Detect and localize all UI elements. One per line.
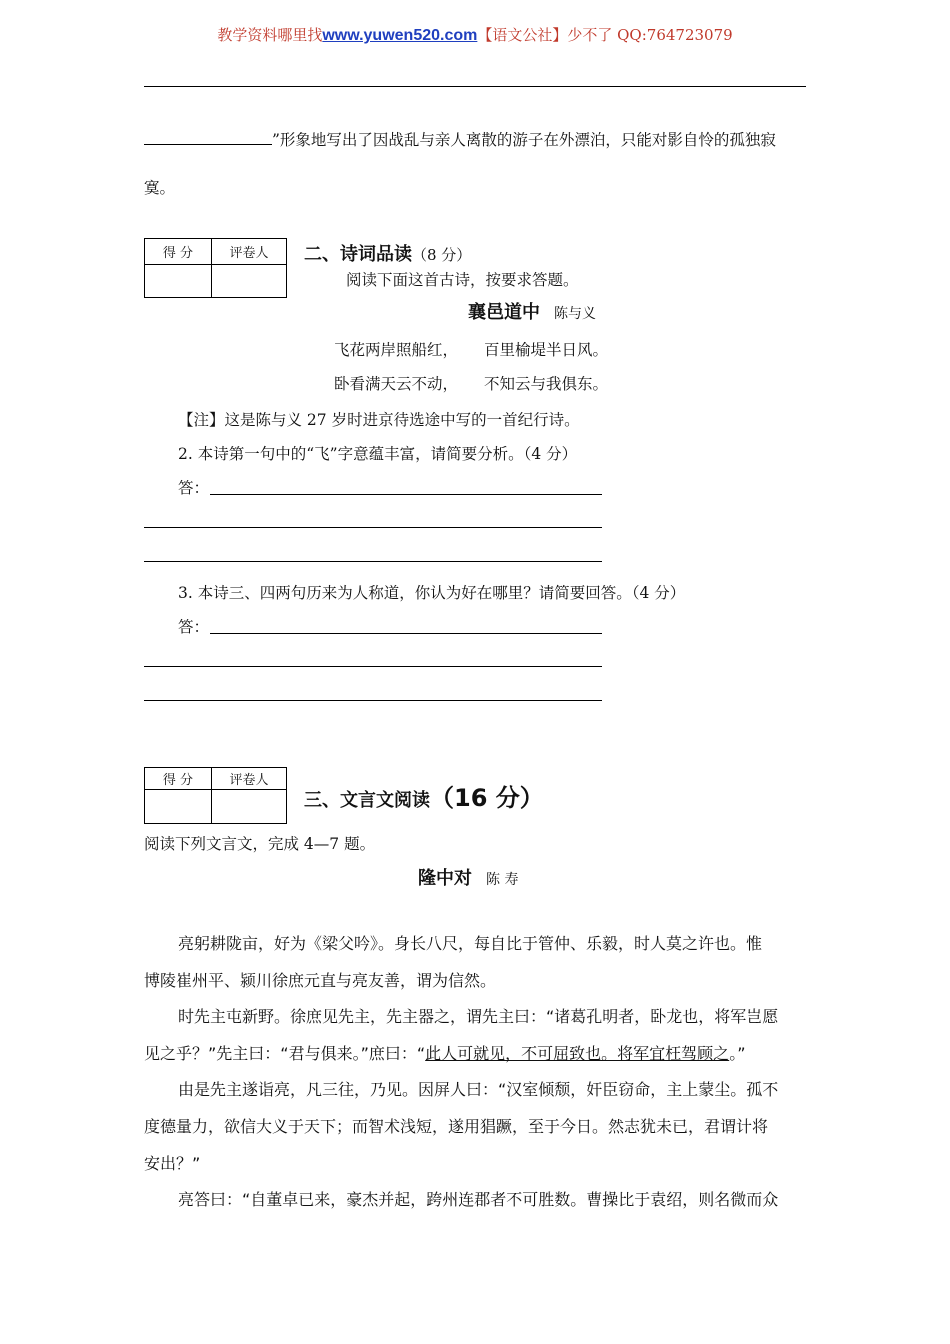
passage-title: 隆中对	[418, 868, 472, 889]
grader-label: 评卷人	[212, 239, 287, 265]
passage-title-line	[418, 864, 518, 890]
answer-line-3b[interactable]	[144, 666, 602, 667]
para3-line3: 安出？”	[144, 1154, 201, 1173]
poem-line-1a: 飞花两岸照船红，	[334, 341, 459, 359]
fill-blank[interactable]	[144, 126, 272, 145]
score-label: 得 分	[145, 768, 212, 790]
poem-line-2b: 不知云与我俱东。	[484, 375, 609, 393]
score-cell[interactable]	[145, 265, 212, 298]
para2-line1: 时先主屯新野。徐庶见先主，先主器之，谓先主曰：“诸葛孔明者，卧龙也，将军岂愿	[178, 1007, 779, 1026]
poem-line-1b: 百里榆堤半日风。	[484, 341, 609, 359]
part1-line1: ”形象地写出了因战乱与亲人离散的游子在外漂泊，只能对影自怜的孤独寂	[144, 126, 776, 150]
para4-line1: 亮答曰：“自董卓已来，豪杰并起，跨州连郡者不可胜数。曹操比于袁绍，则名微而众	[178, 1190, 779, 1209]
score-cell[interactable]	[145, 790, 212, 824]
score-table-3	[144, 767, 287, 824]
underlined-sentence: 此人可就见，不可屈致也。将军宜枉驾顾之	[425, 1044, 730, 1063]
header-divider	[144, 86, 806, 87]
score-table-2	[144, 238, 287, 298]
answer-line-2b[interactable]	[144, 527, 602, 528]
question-2: 2. 本诗第一句中的“飞”字意蕴丰富，请简要分析。（4 分）	[178, 445, 578, 463]
para1-line2: 博陵崔州平、颍川徐庶元直与亮友善，谓为信然。	[144, 971, 497, 990]
part1-line2: 寞。	[144, 179, 176, 197]
answer-line-3c[interactable]	[144, 700, 602, 701]
poem-title-line	[468, 298, 596, 324]
section2-heading: 二、诗词品读（8 分）	[304, 244, 472, 265]
header-suffix: 【语文公社】少不了 QQ:764723079	[477, 26, 733, 44]
poem-title: 襄邑道中	[468, 302, 540, 323]
answer-label-2: 答：	[178, 479, 210, 497]
para3-line1: 由是先主遂诣亮，凡三往，乃见。因屏人曰：“汉室倾颓，奸臣窃命，主上蒙尘。孤不	[178, 1080, 779, 1099]
header-site-link[interactable]: www.yuwen520.com	[322, 27, 478, 44]
header-prefix: 教学资料哪里找	[217, 26, 323, 44]
answer-line-3a[interactable]	[210, 633, 602, 634]
section3-heading: 三、文言文阅读（16 分）	[304, 784, 544, 812]
grader-label: 评卷人	[212, 768, 287, 790]
page-header	[0, 24, 950, 45]
section2-instruction: 阅读下面这首古诗，按要求答题。	[346, 271, 579, 289]
para1-line1: 亮躬耕陇亩，好为《梁父吟》。身长八尺，每自比于管仲、乐毅，时人莫之许也。惟	[178, 934, 763, 953]
poem-note: 【注】这是陈与义 27 岁时进京待选途中写的一首纪行诗。	[178, 411, 580, 429]
poem-line-2a: 卧看满天云不动，	[334, 375, 459, 393]
answer-label-3: 答：	[178, 618, 210, 636]
poem-author: 陈与义	[554, 306, 596, 322]
answer-line-2a[interactable]	[210, 494, 602, 495]
para2-line2: 见之乎？”先主曰：“君与俱来。”庶曰：“此人可就见，不可屈致也。将军宜枉驾顾之。”	[144, 1044, 746, 1063]
passage-author: 陈 寿	[486, 872, 519, 888]
para3-line2: 度德量力，欲信大义于天下；而智术浅短，遂用猖蹶，至于今日。然志犹未已，君谓计将	[144, 1117, 769, 1136]
section3-instruction: 阅读下列文言文，完成 4—7 题。	[144, 835, 376, 853]
question-3: 3. 本诗三、四两句历来为人称道，你认为好在哪里？请简要回答。（4 分）	[178, 584, 686, 602]
grader-cell[interactable]	[212, 790, 287, 824]
score-label: 得 分	[145, 239, 212, 265]
grader-cell[interactable]	[212, 265, 287, 298]
answer-line-2c[interactable]	[144, 561, 602, 562]
